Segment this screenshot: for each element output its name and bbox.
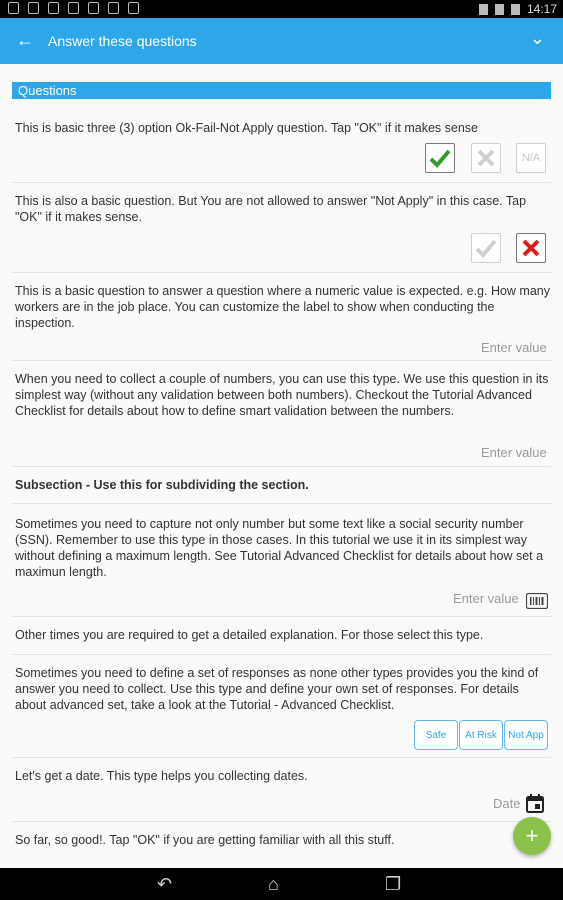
home-nav-icon[interactable]: ⌂ <box>268 874 279 894</box>
navigation-bar <box>0 868 563 900</box>
question-text: Sometimes you need to capture not only number but some text like a social security number (SSN). Remember to use this type in those cases. In this tutorial we use it in its simplest way without defining a maximum length. See Tutorial Advanced Checklist for details about how set a maximun length. <box>15 517 544 579</box>
not-apply-button[interactable]: N/A <box>516 143 546 173</box>
chevron-down-icon[interactable]: ⌄ <box>529 28 545 48</box>
question-text: Let's get a date. This type helps you collecting dates. <box>15 769 308 783</box>
notification-icon <box>128 2 139 14</box>
status-time: 14:17 <box>526 2 557 16</box>
back-arrow-icon[interactable]: ← <box>16 30 34 50</box>
check-icon <box>429 148 451 168</box>
calendar-icon[interactable] <box>525 793 545 813</box>
option-at-risk[interactable]: At Risk <box>459 720 503 750</box>
plus-icon: + <box>525 823 539 848</box>
divider <box>12 272 551 273</box>
section-header: Questions <box>12 82 551 99</box>
status-bar <box>0 0 563 18</box>
back-nav-icon[interactable]: ↶ <box>157 874 173 894</box>
notification-icon <box>48 2 59 14</box>
page-title: Answer these questions <box>48 33 197 49</box>
divider <box>12 821 551 822</box>
question-list[interactable] <box>0 64 563 868</box>
question-text: Sometimes you need to define a set of responses as none other types provides you the kind of answer you need to collect. Use this type and define your own set of responses. For details about advanced set, take a look at the Tutorial - Advanced Checklist. <box>15 666 539 712</box>
question-text: Other times you are required to get a detailed explanation. For those select this type. <box>15 628 484 642</box>
ok-button[interactable] <box>471 233 501 263</box>
notification-icon <box>8 2 19 14</box>
fail-button[interactable] <box>471 143 501 173</box>
bluetooth-icon <box>479 4 488 15</box>
divider <box>12 654 551 655</box>
divider <box>12 360 551 361</box>
divider <box>12 466 551 467</box>
question-text: This is basic three (3) option Ok-Fail-Not Apply question. Tap "OK" if it makes sense <box>15 121 479 135</box>
battery-icon <box>511 4 520 15</box>
subsection-title: Subsection - Use this for subdividing the section. <box>15 478 309 492</box>
ok-button[interactable] <box>425 143 455 173</box>
divider <box>12 757 551 758</box>
notification-icon <box>108 2 119 14</box>
divider <box>12 503 551 504</box>
date-input[interactable]: Date <box>493 796 521 811</box>
notification-icon <box>88 2 99 14</box>
notification-icon <box>28 2 39 14</box>
question-text: So far, so good!. Tap "OK" if you are getting familiar with all this stuff. <box>15 833 395 847</box>
numeric-input[interactable]: Enter value <box>481 445 547 460</box>
recents-nav-icon[interactable]: ❐ <box>385 874 402 894</box>
wifi-icon <box>495 4 504 15</box>
check-icon <box>475 238 497 258</box>
app-bar <box>0 18 563 64</box>
barcode-icon[interactable] <box>526 593 548 609</box>
divider <box>12 616 551 617</box>
cross-icon <box>521 238 541 258</box>
option-safe[interactable]: Safe <box>414 720 458 750</box>
cross-icon <box>476 148 496 168</box>
notification-icons <box>8 2 139 14</box>
numeric-input[interactable]: Enter value <box>481 340 547 355</box>
question-text: When you need to collect a couple of numbers, you can use this type. We use this question in its simplest way (without any validation between both numbers). Checkout the Tutorial Advanced Checklist for details about how to define smart validation between the numbers. <box>15 372 549 418</box>
question-text: This is a basic question to answer a question where a numeric value is expected. e.g. How many workers are in the job place. You can customize the label to show when conducting the inspection. <box>15 284 550 330</box>
fail-button[interactable] <box>516 233 546 263</box>
add-fab-button[interactable] <box>513 817 551 855</box>
question-text: This is also a basic question. But You are not allowed to answer "Not Apply" in this case. Tap "OK" if it makes sense. <box>15 194 527 224</box>
notification-icon <box>68 2 79 14</box>
text-input[interactable]: Enter value <box>453 591 519 606</box>
divider <box>12 182 551 183</box>
option-not-app[interactable]: Not App <box>504 720 548 750</box>
